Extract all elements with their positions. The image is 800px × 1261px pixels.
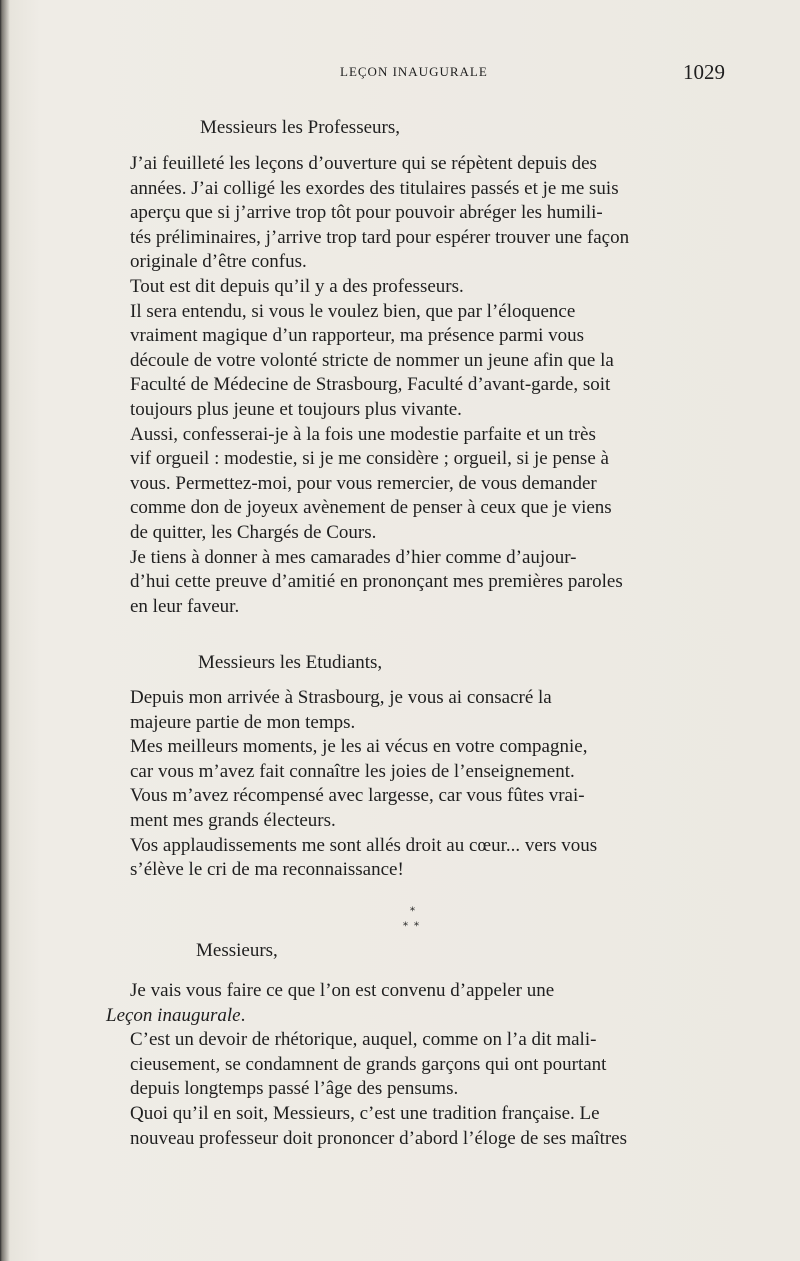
text-line: comme don de joyeux avènement de penser à ceux que je viens (130, 497, 612, 519)
text-line: Vos applaudissements me sont allés droit au cœur... vers vous (130, 834, 598, 856)
section-divider-asterism (400, 907, 430, 935)
page-header (0, 62, 800, 86)
text-line: découle de votre volonté stricte de nommer un jeune afin que la (130, 349, 614, 371)
text-line: de quitter, les Chargés de Cours. (130, 521, 377, 543)
text-line: vif orgueil : modestie, si je me considère ; orgueil, si je pense à (130, 448, 609, 470)
text-line: Aussi, confesserai-je à la fois une modestie parfaite et un très (130, 423, 596, 445)
text-line: depuis longtemps passé l’âge des pensums. (130, 1078, 459, 1100)
italic-title: Leçon inaugurale (106, 1004, 241, 1026)
text-line: Tout est dit depuis qu’il y a des professeurs. (130, 275, 464, 297)
section-students-body (106, 686, 726, 883)
paragraph (106, 784, 726, 833)
text-line: en leur faveur. (130, 595, 240, 617)
text-line: Depuis mon arrivée à Strasbourg, je vous ai consacré la (130, 687, 552, 708)
section-messieurs-body (106, 979, 726, 1151)
text-line: vous. Permettez-moi, pour vous remercier, de vous demander (130, 472, 597, 494)
text-line: aperçu que si j’arrive trop tôt pour pouvoir abréger les humili- (130, 202, 603, 224)
salutation-students: Messieurs les Etudiants, (198, 652, 383, 673)
salutation-professors: Messieurs les Professeurs, (200, 117, 401, 138)
text-line: s’élève le cri de ma reconnaissance! (130, 859, 404, 881)
paragraph (106, 834, 726, 883)
text-line: ment mes grands électeurs. (130, 809, 336, 831)
text-line: Je vais vous faire ce que l’on est convenu d’appeler une (130, 980, 555, 1001)
text-line: Faculté de Médecine de Strasbourg, Faculté d’avant-garde, soit (130, 374, 611, 396)
text-line (106, 1004, 726, 1029)
paragraph (106, 152, 726, 275)
page-number: 1029 (683, 60, 725, 84)
asterisk-icon: * (403, 921, 408, 932)
salutation-messieurs: Messieurs, (196, 940, 278, 961)
paragraph (106, 275, 726, 300)
text-line: Il sera entendu, si vous le voulez bien, que par l’éloquence (130, 300, 576, 322)
text-line: majeure partie de mon temps. (130, 711, 356, 733)
text-line: tés préliminaires, j’arrive trop tard pour espérer trouver une façon (130, 226, 630, 248)
text-line: années. J’ai colligé les exordes des titulaires passés et je me suis (130, 177, 619, 199)
text-line: car vous m’avez fait connaître les joies de l’enseignement. (130, 760, 575, 782)
text-line: J’ai feuilleté les leçons d’ouverture qui se répètent depuis des (130, 153, 597, 174)
text-line: Quoi qu’il en soit, Messieurs, c’est une tradition française. Le (130, 1102, 600, 1124)
text-line: nouveau professeur doit prononcer d’abord l’éloge de ses maîtres (130, 1127, 627, 1149)
paragraph (106, 1102, 726, 1151)
text-line: vraiment magique d’un rapporteur, ma présence parmi vous (130, 325, 585, 347)
paragraph (106, 546, 726, 620)
text-line: Je tiens à donner à mes camarades d’hier comme d’aujour- (130, 546, 577, 568)
text-line: toujours plus jeune et toujours plus vivante. (130, 398, 462, 420)
text-fragment: . (240, 1004, 246, 1026)
asterisk-icon: * (414, 921, 419, 932)
text-line: Mes meilleurs moments, je les ai vécus en votre compagnie, (130, 736, 588, 758)
paragraph (106, 300, 726, 423)
paragraph (106, 686, 726, 735)
text-line: originale d’être confus. (130, 251, 307, 273)
text-line: cieusement, se condamnent de grands garçons qui ont pourtant (130, 1053, 607, 1075)
text-line: C’est un devoir de rhétorique, auquel, comme on l’a dit mali- (130, 1029, 597, 1051)
paragraph (106, 735, 726, 784)
paragraph (106, 979, 726, 1028)
paragraph (106, 1028, 726, 1102)
running-title: LEÇON INAUGURALE (340, 64, 488, 79)
paragraph (106, 423, 726, 546)
section-professors-body (106, 152, 726, 619)
text-line: Vous m’avez récompensé avec largesse, car vous fûtes vrai- (130, 785, 585, 807)
asterisk-icon: * (410, 906, 415, 917)
text-line: d’hui cette preuve d’amitié en prononçant mes premières paroles (130, 571, 623, 593)
